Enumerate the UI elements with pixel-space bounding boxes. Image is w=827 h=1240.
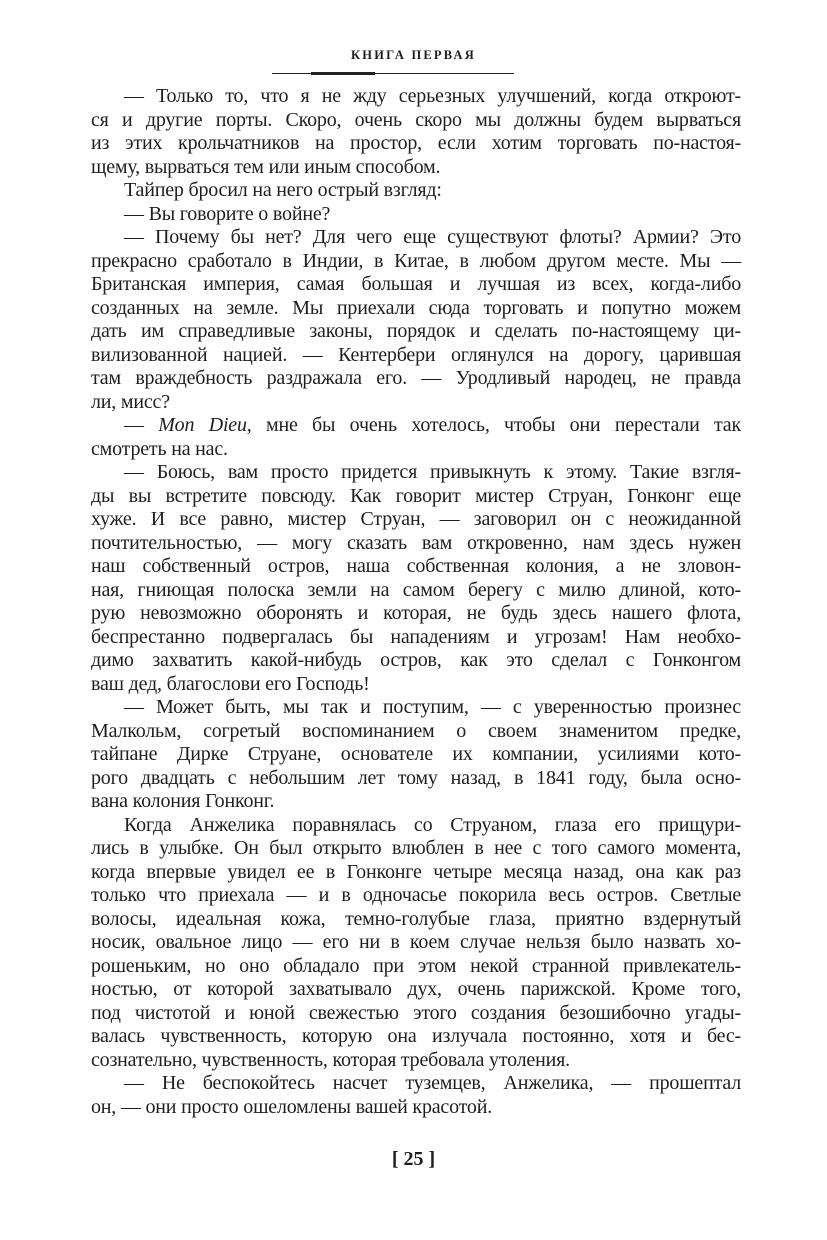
text-line: — Вы говорите о войне? [124, 202, 331, 225]
text-line: — Почему бы нет? Для чего еще существуют флоты? Армии? Это [124, 226, 741, 248]
text-line: ная, гниющая полоска земли на самом берегу с милю длиной, кото- [91, 578, 741, 601]
text-line: там враждебность раздражала его. — Уродливый народец, не правда [91, 367, 741, 389]
text-line: наш собственный остров, наша собственная колония, а не зловон- [91, 555, 741, 577]
header-rule-ornament [311, 72, 375, 75]
text-line: лись в улыбке. Он был открыто влюблен в нее с того самого момента, [91, 837, 741, 859]
text-segment: — [124, 414, 159, 436]
text-line: под чистотой и юной свежестью этого создания безошибочно угады- [91, 1001, 741, 1024]
page-number: [ 25 ] [391, 1148, 436, 1170]
text-line: сознательно, чувственность, которая требовала утоления. [91, 1048, 570, 1071]
text-line: ностью, от которой захватывало дух, очень парижской. Кроме того, [91, 978, 741, 1000]
text-line: ваш дед, благослови его Господь! [91, 672, 370, 695]
text-line: — Не беспокойтесь насчет туземцев, Анжелика, — прошептал [124, 1072, 741, 1094]
text-line: из этих крольчатников на простор, если хотим торговать по-настоя- [91, 132, 741, 154]
text-line: — Только то, что я не жду серьезных улучшений, когда откроют- [124, 85, 741, 107]
text-line: смотреть на нас. [91, 437, 228, 460]
text-line: ли, мисс? [91, 390, 170, 413]
text-line: тайпане Дирке Струане, основателе их компании, усилиями кото- [91, 743, 741, 765]
text-line: щему, вырваться тем или иным способом. [91, 155, 441, 178]
text-line: почтительностью, — могу сказать вам откровенно, нам здесь нужен [91, 531, 741, 554]
text-line: — Может быть, мы так и поступим, — с уверенностью произнес [124, 696, 741, 718]
text-line: когда впервые увидел ее в Гонконге четыре месяца назад, она как раз [91, 860, 741, 883]
text-line: беспрестанно подвергалась бы нападениям и угрозам! Нам необхо- [91, 625, 741, 648]
text-line: ды вы встретите повсюду. Как говорит мистер Струан, Гонконг еще [91, 484, 741, 507]
body-text [91, 85, 741, 1119]
text-line: рого двадцать с небольшим лет тому назад, в 1841 году, была осно- [91, 766, 741, 789]
running-head: КНИГА ПЕРВАЯ [351, 48, 476, 62]
text-line: рошеньким, но оно обладало при этом некой странной привлекатель- [91, 954, 741, 977]
text-line: только что приехала — и в одночасье покорила весь остров. Светлые [91, 884, 741, 906]
text-line: вана колония Гонконг. [91, 790, 275, 812]
header-rule [272, 73, 514, 74]
text-line: димо захватить какой-нибудь остров, как это сделал с Гонконгом [91, 649, 741, 671]
text-segment: мне бы очень хотелось, чтобы они перестали так [251, 414, 741, 436]
italic-phrase: Mon Dieu, [158, 414, 252, 436]
text-line: волосы, идеальная кожа, темно-голубые глаза, приятно вздернутый [91, 907, 741, 930]
text-line: — Боюсь, вам просто придется привыкнуть к этому. Такие взгля- [124, 461, 741, 483]
text-line: валась чувственность, которую она излучала постоянно, хотя и бес- [91, 1025, 741, 1047]
text-line: дать им справедливые законы, порядок и сделать по-настоящему ци- [91, 320, 741, 342]
text-line: Когда Анжелика поравнялась со Струаном, глаза его прищури- [124, 813, 741, 836]
text-line: рую невозможно оборонять и которая, не будь здесь нашего флота, [91, 602, 741, 624]
text-line [91, 414, 741, 438]
text-line: созданных на земле. Мы приехали сюда торговать и попутно можем [91, 296, 741, 319]
text-line: хуже. И все равно, мистер Струан, — заговорил он с неожиданной [91, 508, 741, 530]
text-line: он, — они просто ошеломлены вашей красотой. [91, 1095, 493, 1118]
text-line: Малкольм, согретый воспоминанием о своем знаменитом предке, [91, 719, 741, 742]
text-line: Тайпер бросил на него острый взгляд: [124, 179, 442, 201]
text-line: Британская империя, самая большая и лучшая из всех, когда-либо [91, 273, 741, 295]
text-line: носик, овальное лицо — его ни в коем случае нельзя было назвать хо- [91, 931, 741, 953]
text-line: ся и другие порты. Скоро, очень скоро мы должны будем вырваться [91, 108, 741, 131]
text-line: вилизованной нацией. — Кентербери оглянулся на дорогу, царившая [91, 343, 741, 366]
text-line: прекрасно сработало в Индии, в Китае, в любом другом месте. Мы — [91, 249, 741, 272]
